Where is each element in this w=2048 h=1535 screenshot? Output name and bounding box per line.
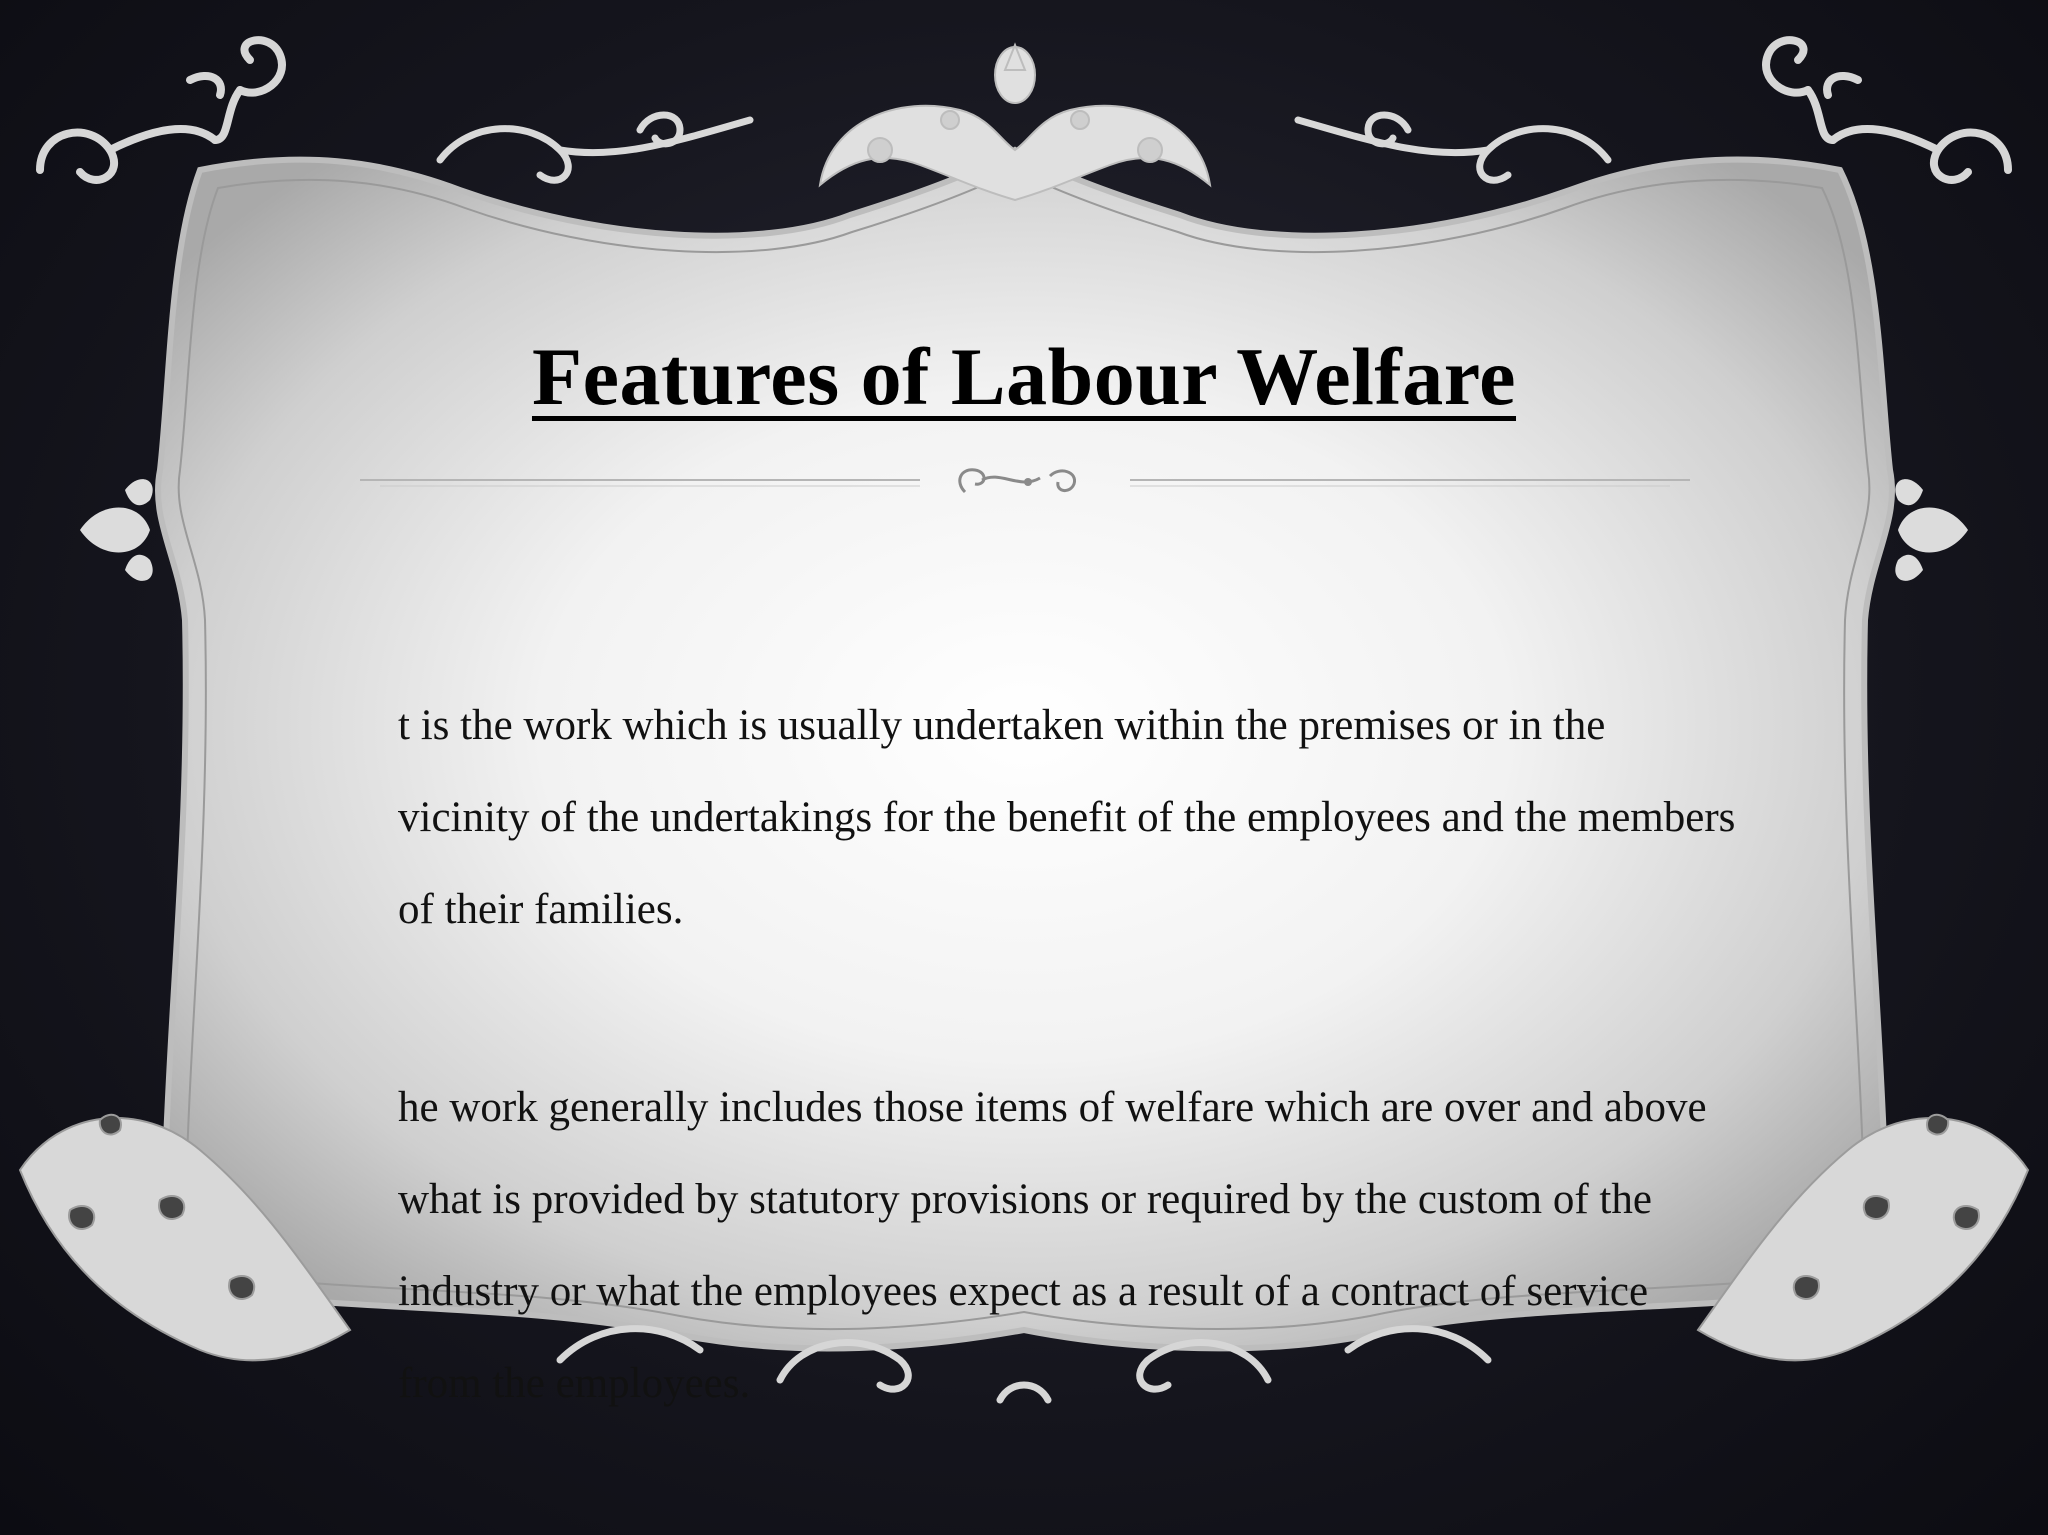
paragraph-2: he work generally includes those items of welfare which are over and above what is provided by statutory provisions or required by the custom of the industry or what the employees expect as a result of a contract of service from the employees. <box>398 1084 1707 1407</box>
paragraph-1: t is the work which is usually undertaken within the premises or in the vicinity of the undertakings for the benefit of the employees and the members of their families. <box>398 702 1736 933</box>
scroll-divider-icon <box>360 462 1690 502</box>
slide-body <box>398 680 1738 1430</box>
slide-title: Features of Labour Welfare <box>531 331 1517 422</box>
